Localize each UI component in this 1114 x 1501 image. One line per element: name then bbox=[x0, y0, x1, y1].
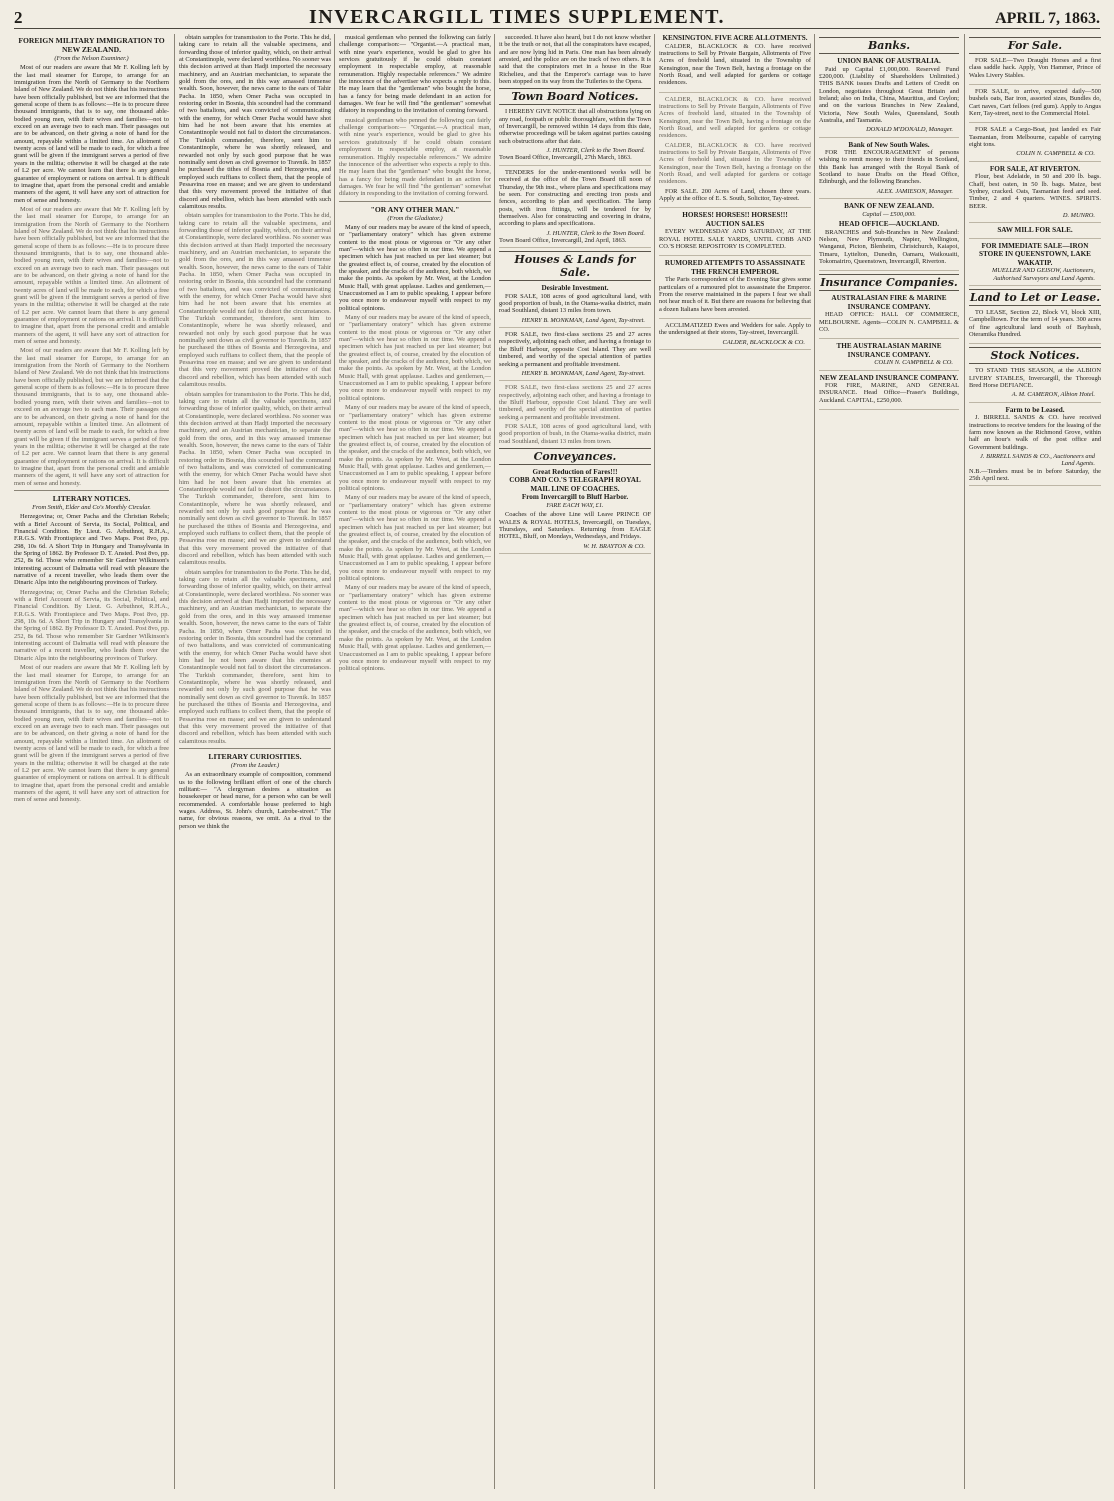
newspaper-title: INVERCARGILL TIMES SUPPLEMENT. bbox=[309, 6, 725, 28]
columns bbox=[14, 34, 1100, 1489]
iron-store-ad: FOR IMMEDIATE SALE—IRON STORE IN QUEENSTOWN, LAKE WAKATIP. MUELLER AND GEISOW, Auctioneers, Authorised Surveyors and Land Agents. bbox=[969, 242, 1101, 286]
auction-sales-ad: HORSES! HORSES!! HORSES!!! AUCTION SALES EVERY WEDNESDAY AND SATURDAY, AT THE ROYAL HOTEL SALE YARDS, UNTIL COBB AND CO.'S HORSE REPOSITORY IS COMPLETED. bbox=[659, 211, 811, 256]
divider bbox=[179, 748, 331, 749]
any-other-man-source: (From the Gladiator.) bbox=[387, 214, 443, 222]
farm-lease-ad: Farm to be Leased. J. BIRRELL SANDS & CO. have received instructions to receive tenders for the leasing of the farm now known as the Richmond Grove, within half an hour's walk of the post office and Government buildings. J. BIRRELL SANDS & CO., Auctioneers and Land Agents. N.B.—Tenders must be in before Saturday, the 25th April next. bbox=[969, 406, 1101, 487]
riverton-ad: FOR SALE, AT RIVERTON. Flour, best Adelaide, in 50 and 200 lb. bags. Chaff, best oaten, in 50 lb. bags. Maize, best Sydney, cracked. Oats, Tasmanian feed and seed. Timber, 2 and 4 quarters. WINES. SPIRITS. BEER. D. MUNRO. bbox=[969, 165, 1101, 224]
divider bbox=[339, 201, 491, 202]
australasian-marine-ad: THE AUSTRALASIAN MARINE INSURANCE COMPANY. COLIN N. CAMPBELL & CO. bbox=[819, 342, 959, 370]
curiosities-continued-body: musical gentleman who penned the following can fairly challenge comparison:— "Organist.—A practical man, with nine year's experience, would be glad to give his services gratuitously if he could obtain constant employment in respectable employ, at reasonable remuneration. Highly respectable references." We admire the innocence of the advertiser who expects a reply to this. He may learn that the "gentleman" who bought the horse, has a fancy for being made defendant in an action for damages. We fear he will find "the gentleman" somewhat dilatory in responding to the invitation of coming forward. bbox=[339, 34, 491, 115]
literary-notices-heading: LITERARY NOTICES. bbox=[52, 493, 131, 503]
text-continuation: Many of our readers may be aware of the kind of speech, or "parliamentary oratory" which has given extreme content to the most pious or vigorous or "Or any other man"—which we hear so often in our time. We append a specimen which has just reached us per last steamer; but the greatest effect is, of course, created by the elocution of the speaker, and the cracks of the audience, both which, we make the points. As spoken by Mr. West, at the London Music Hall, with great applause. Ladies and gentlemen,— Unaccustomed as I am to public speaking, I appear before you once more to endeavour myself with respect to my political opinions. Many of our readers may be aware of the kind of speech, or "parliamentary oratory" which has given extreme content to the most pious or vigorous or "Or any other man"—which we hear so often in our time. We append a specimen which has just reached us per last steamer; but the greatest effect is, of course, created by the elocution of the speaker, and the cracks of the audience, both which, we make the points. As spoken by Mr. West, at the London Music Hall, with great applause. Ladies and gentlemen,— Unaccustomed as I am to public speaking, I appear before you once more to endeavour myself with respect to my political opinions. Many of our readers may be aware of the kind of speech, or "parliamentary oratory" which has given extreme content to the most pious or vigorous or "Or any other man"—which we hear so often in our time. We append a specimen which has just reached us per last steamer; but the greatest effect is, of course, created by the elocution of the speaker, and the cracks of the audience, both which, we make the points. As spoken by Mr. West, at the London Music Hall, with great applause. Ladies and gentlemen,— Unaccustomed as I am to public speaking, I appear before you once more to endeavour myself with respect to my political opinions. Many of our readers may be aware of the kind of speech, or "parliamentary oratory" which has given extreme content to the most pious or vigorous or "Or any other man"—which we hear so often in our time. We append a specimen which has just reached us per last steamer; but the greatest effect is, of course, created by the elocution of the speaker, and the cracks of the audience, both which, we make the points. As spoken by Mr. West, at the London Music Hall, with great applause. Ladies and gentlemen,— Unaccustomed as I am to public speaking, I appear before you once more to endeavour myself with respect to my political opinions. bbox=[339, 314, 491, 673]
bank-nz-ad: BANK OF NEW ZEALAND. Capital — £500,000. HEAD OFFICE—AUCKLAND. BRANCHES and Sub-Branches in New Zealand: Nelson, New Plymouth, Napier, Wellington, Wanganui, Picton, Blenheim, Christchurch, Kaiapoi, Timaru, Lyttelton, Dunedin, Oamaru, Waikouaiti, Tokomairiro, Queenstown, Invercargill, Riverton. bbox=[819, 202, 959, 271]
column-1 bbox=[14, 34, 169, 1489]
bank-nsw-ad: Bank of New South Wales. FOR THE ENCOURAGEMENT of persons wishing to remit money to their friends in Scotland, this Bank has arranged with the Royal Bank of Scotland to issue Drafts on the Head Office, Edinburgh, and the following Branches. ALEX. JAMIESON, Manager. bbox=[819, 141, 959, 200]
text-continuation: obtain samples for transmission to the Porte. This he did, taking care to retain all the valuable specimens, and forwarding those of inferior quality, which, on their arrival at Constantinople, were declared worthless. No sooner was this decision arrived at than Hadji imported the necessary machinery, and an Austrian mechanician, to separate the gold from the ores, and in this way amassed immense wealth. Soon, however, the news came to the ears of Tahir Pacha. In 1850, when Omer Pacha was occupied in restoring order in Bosnia, this scoundrel had the command of two battalions, and was convicted of communicating with the enemy, for which Omer Pacha would have shot him had he not been aware that his enemies at Constantinople would not fail to distort the circumstances. The Turkish commander, therefore, sent him to Constantinople, where he was shortly released, and rewarded not only by such good purpose that he was nominally sent down as civil governor to Travnik. In 1857 he purchased the tithes of Bosnia and Herzegovina, and employed such ruffians to collect them, that the people of Pessavina rose en masse; and we are given to understand that this very movement proved the initiative of that discord and rebellion, which has been attended with such calamitous results. obtain samples for transmission to the Porte. This he did, taking care to retain all the valuable specimens, and forwarding those of inferior quality, which, on their arrival at Constantinople, were declared worthless. No sooner was this decision arrived at than Hadji imported the necessary machinery, and an Austrian mechanician, to separate the gold from the ores, and in this way amassed immense wealth. Soon, however, the news came to the ears of Tahir Pacha. In 1850, when Omer Pacha was occupied in restoring order in Bosnia, this scoundrel had the command of two battalions, and was convicted of communicating with the enemy, for which Omer Pacha would have shot him had he not been aware that his enemies at Constantinople would not fail to distort the circumstances. The Turkish commander, therefore, sent him to Constantinople, where he was shortly released, and rewarded not only by such good purpose that he was nominally sent down as civil governor to Travnik. In 1857 he purchased the tithes of Bosnia and Herzegovina, and employed such ruffians to collect them, that the people of Pessavina rose en masse; and we are given to understand that this very movement proved the initiative of that discord and rebellion, which has been attended with such calamitous results. obtain samples for transmission to the Porte. This he did, taking care to retain all the valuable specimens, and forwarding those of inferior quality, which, on their arrival at Constantinople, were declared worthless. No sooner was this decision arrived at than Hadji imported the necessary machinery, and an Austrian mechanician, to separate the gold from the ores, and in this way amassed immense wealth. Soon, however, the news came to the ears of Tahir Pacha. In 1850, when Omer Pacha was occupied in restoring order in Bosnia, this scoundrel had the command of two battalions, and was convicted of communicating with the enemy, for which Omer Pacha would have shot him had he not been aware that his enemies at Constantinople would not fail to distort the circumstances. The Turkish commander, therefore, sent him to Constantinople, where he was shortly released, and rewarded not only by such good purpose that he was nominally sent down as civil governor to Travnik. In 1857 he purchased the tithes of Bosnia and Herzegovina, and employed such ruffians to collect them, that the people of Pessavina rose en masse; and we are given to understand that this very movement proved the initiative of that discord and rebellion, which has been attended with such calamitous results. bbox=[179, 212, 331, 745]
text-continuation: Most of our readers are aware that Mr F. Kolling left by the last mail steamer for Europe, to arrange for an immigration from the North of Germany to the Northern Island of New Zealand. We do not think that his instructions have been officially published, but we are informed that the general scope of them is as follows:—He is to procure three thousand immigrants, that is to say, one thousand able-bodied young men, with their wives and families—not to exceed on an average two to each man. Their passages out are to be advanced, on their giving a note of hand for the amount, repayable within a limited time. An allotment of twenty acres of land will be made to each, for which a free grant will be given if the immigrant serves a period of five years in the militia; otherwise it will be charged at the rate of L2 per acre. We cannot learn that there is any general guarantee of employment or rations on arrival. It is difficult to imagine that, apart from the personal credit and amiable manners of the agent, it will have any sort of attraction for men of sense and honesty. Most of our readers are aware that Mr F. Kolling left by the last mail steamer for Europe, to arrange for an immigration from the North of Germany to the Northern Island of New Zealand. We do not think that his instructions have been officially published, but we are informed that the general scope of them is as follows:—He is to procure three thousand immigrants, that is to say, one thousand able-bodied young men, with their wives and families—not to exceed on an average two to each man. Their passages out are to be advanced, on their giving a note of hand for the amount, repayable within a limited time. An allotment of twenty acres of land will be made to each, for which a free grant will be given if the immigrant serves a period of five years in the militia; otherwise it will be charged at the rate of L2 per acre. We cannot learn that there is any general guarantee of employment or rations on arrival. It is difficult to imagine that, apart from the personal credit and amiable manners of the agent, it will have any sort of attraction for men of sense and honesty. bbox=[14, 205, 169, 487]
divider bbox=[14, 490, 169, 491]
literary-curiosities-heading: LITERARY CURIOSITIES. bbox=[208, 752, 302, 761]
insurance-companies-heading: Insurance Companies. bbox=[820, 276, 958, 290]
conveyances-heading: Conveyances. bbox=[499, 448, 651, 465]
union-bank-ad: UNION BANK OF AUSTRALIA. Paid up Capital £1,000,000. Reserved Fund £200,000. (Liability of Shareholders Unlimited.) THIS BANK issues Drafts and Letters of Credit on London, negotiates throughout Great Britain and Ireland; also on India, China, Mauritius, and Ceylon; and on the various Branches in New Zealand, Victoria, New South Wales, Queensland, South Australia, and Tasmania. DONALD M'DONALD, Manager. bbox=[819, 57, 959, 138]
land-for-sale-ad: FOR SALE. 200 Acres of Land, chosen three years. Apply at the office of E. S. South, Solicitor, Tay-street. bbox=[659, 188, 811, 209]
article-source: (From the Nelson Examiner.) bbox=[54, 55, 129, 62]
town-board-notice-obstructions: I HEREBY GIVE NOTICE that all obstructions lying on any road, footpath or public thoroughfare, within the Town of Invercargill, be removed within 14 days from this date, otherwise proceedings will be taken against parties causing such obstructions after that date. J. HUNTER, Clerk to the Town Board. Town Board Office, Invercargill, 27th March, 1863. bbox=[499, 108, 651, 165]
column-7 bbox=[964, 34, 1101, 1489]
page-number: 2 bbox=[14, 8, 23, 27]
lease-ad: TO LEASE, Section 22, Block VI, block XIII, Campbelltown. For the term of 14 years. 300 acres of fine agricultural land south of Bayhush, Oteramika Hundred. bbox=[969, 309, 1101, 344]
any-other-man-heading: "OR ANY OTHER MAN." bbox=[370, 204, 460, 214]
text-continuation: Herzegovina; or, Omer Pacha and the Christian Rebels; with a Brief Account of Servia, its Social, Political, and Financial Condition. By Lieut. G. Arbuthnot, R.H.A., F.R.G.S. With Frontispiece and Two Maps. Post 8vo, pp. 298, 10s 6d. A Short Trip in Hungary and Transylvania in the Spring of 1862. By Professor D. T. Ansted. Post 8vo, pp. 252, 8s 6d. Those who remember Sir Gardner Wilkinson's interesting account of Dalmatia will read with pleasure the narrative of a recent traveller, who leads them over the Dinaric Alps into the neighbouring provinces of Turkey. Most of our readers are aware that Mr F. Kolling left by the last mail steamer for Europe, to arrange for an immigration from the North of Germany to the Northern Island of New Zealand. We do not think that his instructions have been officially published, but we are informed that the general scope of them is as follows:—He is to procure three thousand immigrants, that is to say, one thousand able-bodied young men, with their wives and families—not to exceed on an average two to each man. Their passages out are to be advanced, on their giving a note of hand for the amount, repayable within a limited time. An allotment of twenty acres of land will be made to each, for which a free grant will be given if the immigrant serves a period of five years in the militia; otherwise it will be charged at the rate of L2 per acre. We cannot learn that there is any general guarantee of employment or rations on arrival. It is difficult to imagine that, apart from the personal credit and amiable manners of the agent, it will have any sort of attraction for men of sense and honesty. bbox=[14, 588, 169, 804]
text-continuation: musical gentleman who penned the following can fairly challenge comparison:— "Organist.—A practical man, with nine year's experience, would be glad to give his services gratuitously if he could obtain constant employment in respectable employ, at reasonable remuneration. Highly respectable references." We admire the innocence of the advertiser who expects a reply to this. He may learn that the "gentleman" who bought the horse, has a fancy for being made defendant in an action for damages. We fear he will find "the gentleman" somewhat dilatory in responding to the invitation of coming forward. bbox=[339, 116, 491, 198]
column-4 bbox=[494, 34, 651, 1489]
nz-insurance-ad: NEW ZEALAND INSURANCE COMPANY. FOR FIRE, MARINE, AND GENERAL INSURANCE. Head Office—Fraser's Buildings, Auckland. CAPITAL, £250,000. bbox=[819, 374, 959, 411]
column-6 bbox=[814, 34, 959, 1489]
literary-curiosities-body: As an extraordinary example of composition, commend us to the following brilliant effort of one of the church militant:— "A clergyman desires a situation as housekeeper or head nurse, for a person who can be well recommended. A comfortable house preferred to high wages. Address, St. John's church, Latrobe-street." The name, for obvious reasons, we omit. As a rival to the person we think the bbox=[179, 771, 331, 830]
text-continuation: FOR SALE, two first-class sections 25 and 27 acres respectively, adjoining each other, and having a frontage to the Bluff Harbour, opposite Cost Island. They are well timbered, and worthy of the special attention of parties seeking a permanent and profitable investment. FOR SALE, 108 acres of good agricultural land, with good proportion of bush, in the Otama-waika district, main road Southland, distant 13 miles from town. bbox=[499, 384, 651, 445]
desirable-investment-ad: Desirable Investment. FOR SALE, 108 acres of good agricultural land, with good proportion of bush, in the Otama-waika district, main road Southland, distant 13 miles from town. HENRY B. MONKMAN, Land Agent, Tay-street. bbox=[499, 284, 651, 328]
article-continued-body: obtain samples for transmission to the Porte. This he did, taking care to retain all the valuable specimens, and forwarding those of inferior quality, which, on their arrival at Constantinople, were declared worthless. No sooner was this decision arrived at than Hadji imported the necessary machinery, and an Austrian mechanician, to separate the gold from the ores, and in this way amassed immense wealth. Soon, however, the news came to the ears of Tahir Pacha. In 1850, when Omer Pacha was occupied in restoring order in Bosnia, this scoundrel had the command of two battalions, and was convicted of communicating with the enemy, for which Omer Pacha would have shot him had he not been aware that his enemies at Constantinople would not fail to distort the circumstances. The Turkish commander, therefore, sent him to Constantinople, where he was shortly released, and rewarded not only by such good purpose that he was nominally sent down as civil governor to Travnik. In 1857 he purchased the tithes of Bosnia and Herzegovina, and employed such ruffians to collect them, that the people of Pessavina rose en masse; and we are given to understand that this very movement proved the initiative of that discord and rebellion, which has been attended with such calamitous results. bbox=[179, 34, 331, 210]
column-3 bbox=[334, 34, 491, 1489]
sections-for-sale-ad: FOR SALE, two first-class sections 25 and 27 acres respectively, adjoining each other, and having a frontage to the Bluff Harbour, opposite Cost Island. They are well timbered, and worthy of the special attention of parties seeking a permanent and profitable investment. HENRY B. MONKMAN, Land Agent, Tay-street. bbox=[499, 331, 651, 381]
article-headline: FOREIGN MILITARY IMMIGRATION TO NEW ZEALAND. bbox=[18, 36, 165, 54]
kensington-ad: KENSINGTON. FIVE ACRE ALLOTMENTS. CALDER, BLACKLOCK & CO. have received instructions to Sell by Private Bargain, Allotments of Five Acres of freehold land, situated in the Township of Kensington, near the Town Belt, having a frontage on the North Road, and well adapted for gardens or cottage residences. bbox=[659, 34, 811, 93]
australasian-fire-ad: AUSTRALASIAN FIRE & MARINE INSURANCE COMPANY. HEAD OFFICE: HALL OF COMMERCE, MELBOURNE. Agents—COLIN N. CAMPBELL & CO. bbox=[819, 294, 959, 339]
banks-heading: Banks. bbox=[819, 37, 959, 54]
literary-notices-source: From Smith, Elder and Co's Monthly Circular. bbox=[32, 503, 151, 511]
houses-lands-heading: Houses & Lands for Sale. bbox=[499, 251, 651, 281]
text-continuation: CALDER, BLACKLOCK & CO. have received instructions to Sell by Private Bargain, Allotments of Five Acres of freehold land, situated in the Township of Kensington, near the Town Belt, having a frontage on the North Road, and well adapted for gardens or cottage residences. CALDER, BLACKLOCK & CO. have received instructions to Sell by Private Bargain, Allotments of Five Acres of freehold land, situated in the Township of Kensington, near the Town Belt, having a frontage on the North Road, and well adapted for gardens or cottage residences. bbox=[659, 95, 811, 186]
for-sale-heading: For Sale. bbox=[969, 37, 1101, 54]
article-body: Most of our readers are aware that Mr F. Kolling left by the last mail steamer for Europe, to arrange for an immigration from the North of Germany to the Northern Island of New Zealand. We do not think that his instructions have been officially published, but we are informed that the general scope of them is as follows:—He is to procure three thousand immigrants, that is to say, one thousand able-bodied young men, with their wives and families—not to exceed on an average two to each man. Their passages out are to be advanced, on their giving a note of hand for the amount, repayable within a limited time. An allotment of twenty acres of land will be made to each, for which a free grant will be given if the immigrant serves a period of five years in the militia; otherwise it will be charged at the rate of L2 per acre. We cannot learn that there is any general guarantee of employment or rations on arrival. It is difficult to imagine that, apart from the personal credit and amiable manners of the agent, it will have any sort of attraction for men of sense and honesty. bbox=[14, 64, 169, 204]
column-2 bbox=[174, 34, 331, 1489]
acclimatized-ewes-ad: ACCLIMATIZED Ewes and Wedders for sale. Apply to the undersigned at their stores, Tay-street, Invercargill. CALDER, BLACKLOCK & CO. bbox=[659, 322, 811, 350]
column-5 bbox=[654, 34, 811, 1489]
cargo-boat-ad: FOR SALE a Cargo-Boat, just landed ex Fair Tasmanian, from Melbourne, capable of carrying eight tons. COLIN N. CAMPBELL & CO. bbox=[969, 126, 1101, 161]
stock-notices-heading: Stock Notices. bbox=[969, 347, 1101, 364]
cobb-coach-ad: Great Reduction of Fares!!! COBB AND CO.'S TELEGRAPH ROYAL MAIL LINE OF COACHES. From Invercargill to Bluff Harbor. FARE EACH WAY, £1. Coaches of the above Line will Leave PRINCE OF WALES & ROYAL HOTELS, Invercargill, on Tuesdays, Thursdays, and Saturdays. Returning from EAGLE HOTEL, Bluff, on Mondays, Wednesdays, and Fridays. W. H. BRAYTON & CO. bbox=[499, 468, 651, 554]
oats-iron-ad: FOR SALE, to arrive, expected daily—500 bushels oats, Bar iron, assorted sizes, Bundles do, Cart naves, Cart felloes (red gum). Apply to Angus Kerr, Tay-street, next to the Commercial Hotel. bbox=[969, 88, 1101, 123]
emperor-article-body: succeeded. It have also heard, but I do not know whether it be the truth or not, that all the conspirators have escaped, and are now lying hid in Paris. One man has been already arrested, and the police are on the track of two others. It is said that the conspirators met in a house in the Rue Richelieu, and that the Emperor's carriage was to have been stopped on its way from the Tuileries to the Opera. bbox=[499, 34, 651, 86]
town-board-notice-tenders: TENDERS for the under-mentioned works will be received at the office of the Town Board till noon of Thursday, the 9th inst., where plans and specifications may be seen. For constructing and erecting iron posts and fences, according to plan and specification. The lamp posts, with iron fittings, will be tendered for by themselves. Also for constructing and covering in drains, according to plans and specifications. J. HUNTER, Clerk to the Town Board. Town Board Office, Invercargill, 2nd April, 1863. bbox=[499, 169, 651, 248]
town-board-notices-heading: Town Board Notices. bbox=[499, 88, 651, 105]
any-other-man-body: Many of our readers may be aware of the kind of speech, or "parliamentary oratory" which has given extreme content to the most pious or vigorous or "Or any other man"—which we hear so often in our time. We append a specimen which has just reached us per last steamer; but the greatest effect is, of course, created by the elocution of the speaker, and the cracks of the audience, both which, we make the points. As spoken by Mr. West, at the London Music Hall, with great applause. Ladies and gentlemen,— Unaccustomed as I am to public speaking, I appear before you once more to endeavour myself with respect to my political opinions. bbox=[339, 223, 491, 312]
land-to-let-heading: Land to Let or Lease. bbox=[969, 291, 1101, 305]
masthead bbox=[14, 6, 1100, 29]
literary-curiosities-source: (From the Leader.) bbox=[230, 762, 280, 769]
rumored-attempts-article: RUMORED ATTEMPTS TO ASSASSINATE THE FRENCH EMPEROR. The Paris correspondent of the Evening Star gives some particulars of a rumoured plot to assassinate the Emperor. From the reserve maintained in the papers I fear we shall not hear much of it. But there are reasons for believing that a dozen Italians have been arrested. bbox=[659, 259, 811, 319]
defiance-stud-ad: TO STAND THIS SEASON, at the ALBION LIVERY STABLES, Invercargill, the Thorough Bred Horse DEFIANCE. A. M. CAMERON, Albion Hotel. bbox=[969, 367, 1101, 402]
literary-notices-body: Herzegovina; or, Omer Pacha and the Christian Rebels; with a Brief Account of Servia, its Social, Political, and Financial Condition. By Lieut. G. Arbuthnot, R.H.A., F.R.G.S. With Frontispiece and Two Maps. Post 8vo, pp. 298, 10s 6d. A Short Trip in Hungary and Transylvania in the Spring of 1862. By Professor D. T. Ansted. Post 8vo, pp. 252, 8s 6d. Those who remember Sir Gardner Wilkinson's interesting account of Dalmatia will read with pleasure the narrative of a recent traveller, who leads them over the Dinaric Alps into the neighbouring provinces of Turkey. bbox=[14, 513, 169, 587]
saw-mill-ad: SAW MILL FOR SALE. bbox=[969, 226, 1101, 239]
draught-horses-ad: FOR SALE—Two Draught Horses and a first class saddle hack. Apply, Von Hammer, Prince of Wales Livery Stables. bbox=[969, 57, 1101, 85]
issue-date: APRIL 7, 1863. bbox=[995, 10, 1100, 27]
